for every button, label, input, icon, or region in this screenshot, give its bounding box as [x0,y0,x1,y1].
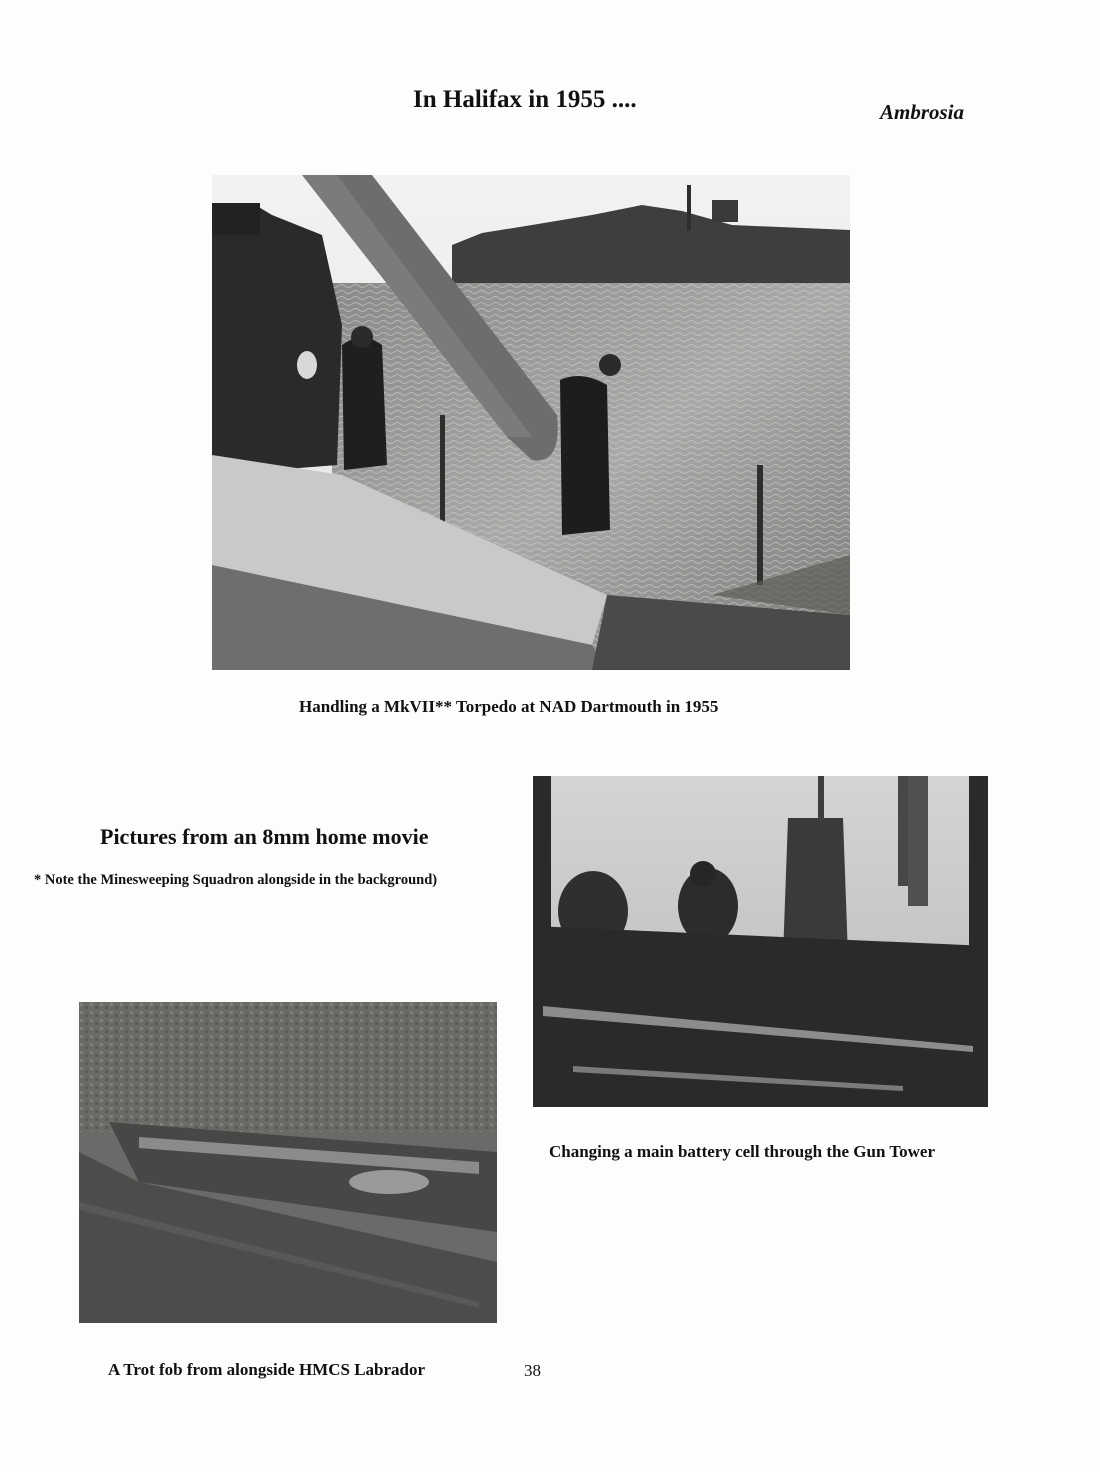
trot-photo-caption: A Trot fob from alongside HMCS Labrador [108,1360,426,1379]
battery-photo-caption: Changing a main battery cell through the Gun Tower [549,1142,936,1161]
torpedo-handling-photo [212,175,850,670]
torpedo-photo-caption: Handling a MkVII** Torpedo at NAD Dartmouth in 1955 [299,697,719,716]
page-title: In Halifax in 1955 .... [413,86,637,113]
page-number: 38 [524,1361,541,1380]
battery-cell-photo [533,776,988,1107]
trot-photo [79,1002,497,1323]
section-note: * Note the Minesweeping Squadron alongside in the background) [34,872,438,888]
publication-name: Ambrosia [880,100,965,124]
section-heading: Pictures from an 8mm home movie [100,824,429,849]
